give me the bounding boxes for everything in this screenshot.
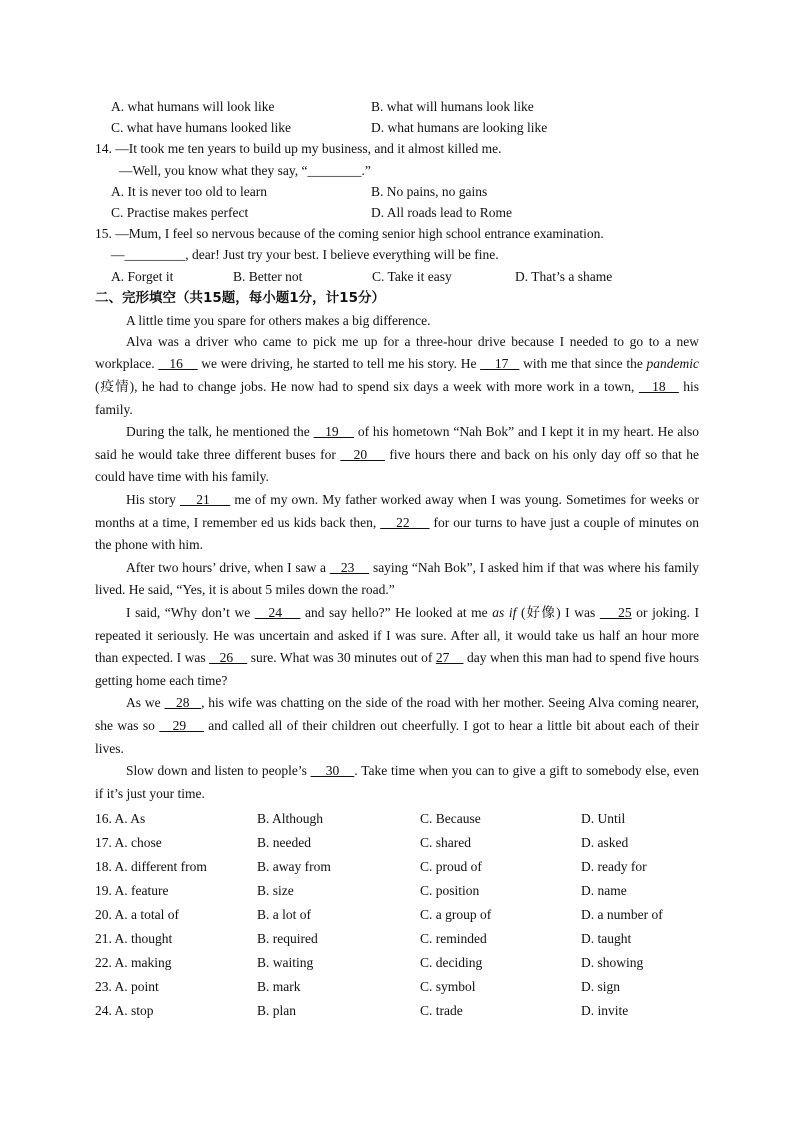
blank-27: 27 [435, 650, 464, 666]
q15-reply-dash: — [111, 247, 125, 263]
q14-reply-text: —Well, you know what they say, “ [119, 162, 308, 178]
choice-16-d: D. Until [581, 811, 626, 827]
p5-text-e: sure. What was 30 minutes out of [250, 650, 433, 666]
choice-row-20 [95, 903, 699, 927]
choice-21-c: C. reminded [420, 931, 487, 947]
p6-text-c: and called all of their children out cheerfully. I got to hear a little bit about each of their lives. [95, 717, 700, 756]
choice-row-17 [95, 831, 699, 855]
blank-20: 20 [340, 446, 385, 462]
choice-22-d: D. showing [581, 955, 644, 971]
q15-options [95, 266, 699, 287]
choices-list [95, 807, 699, 1023]
blank-26: 26 [209, 650, 248, 666]
choice-row-16 [95, 807, 699, 831]
choice-17-b: B. needed [257, 835, 311, 851]
passage-paragraph-4 [95, 557, 699, 602]
choice-22-a: 22. A. making [95, 955, 172, 971]
blank-19: 19 [313, 424, 354, 440]
q15-reply [95, 244, 699, 265]
choice-row-19 [95, 879, 699, 903]
p4-text-a: After two hours’ drive, when I saw a [126, 559, 327, 575]
choice-22-c: C. deciding [420, 955, 483, 971]
choice-20-d: D. a number of [581, 907, 663, 923]
blank-28: 28 [164, 695, 202, 711]
q13-options-row-1 [95, 96, 699, 117]
q15-option-c: C. Take it easy [372, 268, 452, 284]
choice-row-21 [95, 927, 699, 951]
q15-option-d: D. That’s a shame [515, 268, 613, 284]
q14-stem: 14. —It took me ten years to build up my business, and it almost killed me. [95, 141, 502, 157]
choice-16-b: B. Although [257, 811, 324, 827]
choice-16-c: C. Because [420, 811, 481, 827]
choice-17-a: 17. A. chose [95, 835, 162, 851]
choice-24-b: B. plan [257, 1003, 296, 1019]
q14-options-row-2 [95, 202, 699, 223]
passage-paragraph-3 [95, 489, 699, 557]
choice-20-a: 20. A. a total of [95, 907, 179, 923]
q14-option-c: C. Practise makes perfect [111, 204, 249, 220]
choice-19-d: D. name [581, 883, 627, 899]
p1-text-d: with me that since the [523, 356, 643, 372]
q14-option-a: A. It is never too old to learn [111, 183, 267, 199]
choice-23-b: B. mark [257, 979, 301, 995]
q15-option-b: B. Better not [233, 268, 303, 284]
p5-text-f: day when this man had to spend five hours getting home each time? [95, 650, 700, 688]
choice-24-c: C. trade [420, 1003, 463, 1019]
choice-23-c: C. symbol [420, 979, 476, 995]
blank-22: 22 [380, 514, 430, 530]
choice-22-b: B. waiting [257, 955, 314, 971]
passage-paragraph-5 [95, 602, 699, 692]
p7-text-a: Slow down and listen to people’s [126, 763, 307, 779]
choice-20-b: B. a lot of [257, 907, 311, 923]
choice-20-c: C. a group of [420, 907, 492, 923]
blank-29: 29 [159, 717, 204, 733]
p1-text-e: (疫情), he had to change jobs. He now had to spend six days a week with more work in a town, [95, 379, 635, 395]
exam-page [95, 96, 699, 1023]
blank-18: 18 [638, 379, 679, 395]
choice-23-a: 23. A. point [95, 979, 159, 995]
blank-25: 25 [599, 605, 632, 620]
passage-paragraph-7 [95, 760, 699, 805]
choice-24-d: D. invite [581, 1003, 629, 1019]
passage-paragraph-2 [95, 421, 699, 489]
blank-16: 16 [158, 356, 198, 372]
p3-text-a: His story [126, 492, 176, 508]
blank-23: 23 [329, 559, 370, 575]
p2-text-a: During the talk, he mentioned the [126, 424, 310, 440]
choice-18-d: D. ready for [581, 859, 647, 875]
choice-16-a: 16. A. As [95, 811, 146, 827]
q13-option-b: B. what will humans look like [371, 99, 534, 114]
p4-text-b: saying “Nah Bok”, I asked him if that was where his family lived. He said, “Yes, it is about 5 miles down the road.” [95, 559, 700, 598]
choice-21-d: D. taught [581, 931, 632, 947]
q13-option-d: D. what humans are looking like [371, 120, 548, 136]
passage-paragraph-6 [95, 692, 699, 760]
p5-text-c: (好像) I was [520, 605, 596, 620]
blank-21: 21 [179, 492, 231, 508]
p6-text-b: , his wife was chatting on the side of the road with her mother. Seeing Alva coming nearer, she was so [95, 695, 700, 733]
p5-text-b: and say hello?” He looked at me [304, 605, 488, 620]
choice-19-b: B. size [257, 883, 294, 899]
p3-text-b: me of my own. My father worked away when I was young. Sometimes for weeks or months at a time, I remember ed us kids back then, [95, 492, 699, 530]
p2-text-c: five hours there and back on his only day off so that he could have time with his family. [95, 446, 700, 485]
choice-18-a: 18. A. different from [95, 859, 207, 875]
q15-option-a: A. Forget it [111, 268, 174, 284]
q14-options-row-1 [95, 181, 699, 202]
q13-option-a: A. what humans will look like [111, 99, 275, 114]
choice-19-c: C. position [420, 883, 480, 899]
choice-row-24 [95, 999, 699, 1023]
p1-text-f: his family. [95, 379, 700, 417]
p5-text-d: or joking. I repeated it seriously. He was uncertain and asked if I was sure. After all, it would take us half an hour more than expected. I was [95, 605, 700, 666]
p7-text-b: . Take time when you can to give a gift to somebody else, even if it’s just your time. [95, 763, 700, 801]
q15-stem: 15. —Mum, I feel so nervous because of the coming senior high school entrance examination. [95, 226, 604, 242]
blank-30: 30 [310, 763, 355, 779]
p3-text-c: for our turns to have just a couple of minutes on the phone with him. [95, 514, 700, 553]
q14-reply-end: .” [361, 162, 371, 178]
blank-24: 24 [254, 605, 301, 620]
choice-row-22 [95, 951, 699, 975]
p5-text-a: I said, “Why don’t we [126, 605, 251, 620]
choice-18-b: B. away from [257, 859, 331, 875]
choice-21-b: B. required [257, 931, 318, 947]
choice-21-a: 21. A. thought [95, 931, 173, 947]
p1-text-c: we were driving, he started to tell me his story. He [201, 356, 477, 372]
p6-text-a: As we [126, 695, 161, 711]
blank-17: 17 [480, 356, 520, 372]
word-pandemic: pandemic [646, 356, 700, 372]
q15-reply-text: , dear! Just try your best. I believe everything will be fine. [185, 247, 499, 263]
choice-row-23 [95, 975, 699, 999]
p2-text-b: of his hometown “Nah Bok” and I kept it in my heart. He also said he would take three different buses for [95, 424, 700, 462]
q13-option-c: C. what have humans looked like [111, 120, 291, 136]
phrase-as-if: as if [492, 605, 517, 620]
choice-17-c: C. shared [420, 835, 471, 851]
choice-23-d: D. sign [581, 979, 621, 995]
q14-blank: ________ [307, 162, 362, 178]
p1-text-a: Alva was a driver who came to pick me up for a three-hour drive because I needed to go to a new workplace. [95, 333, 699, 372]
q14-option-d: D. All roads lead to Rome [371, 204, 512, 220]
section-heading: 二、完形填空（共15题，每小题1分，计15分） [95, 289, 385, 306]
q14-option-b: B. No pains, no gains [371, 183, 488, 199]
choice-row-18 [95, 855, 699, 879]
passage-title: A little time you spare for others makes a big difference. [126, 312, 431, 328]
choice-19-a: 19. A. feature [95, 883, 169, 899]
choice-24-a: 24. A. stop [95, 1003, 154, 1019]
passage-paragraph-1 [95, 331, 699, 421]
choice-17-d: D. asked [581, 835, 629, 851]
q14-reply [95, 160, 699, 181]
choice-18-c: C. proud of [420, 859, 482, 875]
q13-options-row-2 [95, 117, 699, 138]
q15-blank: _________ [124, 247, 186, 263]
